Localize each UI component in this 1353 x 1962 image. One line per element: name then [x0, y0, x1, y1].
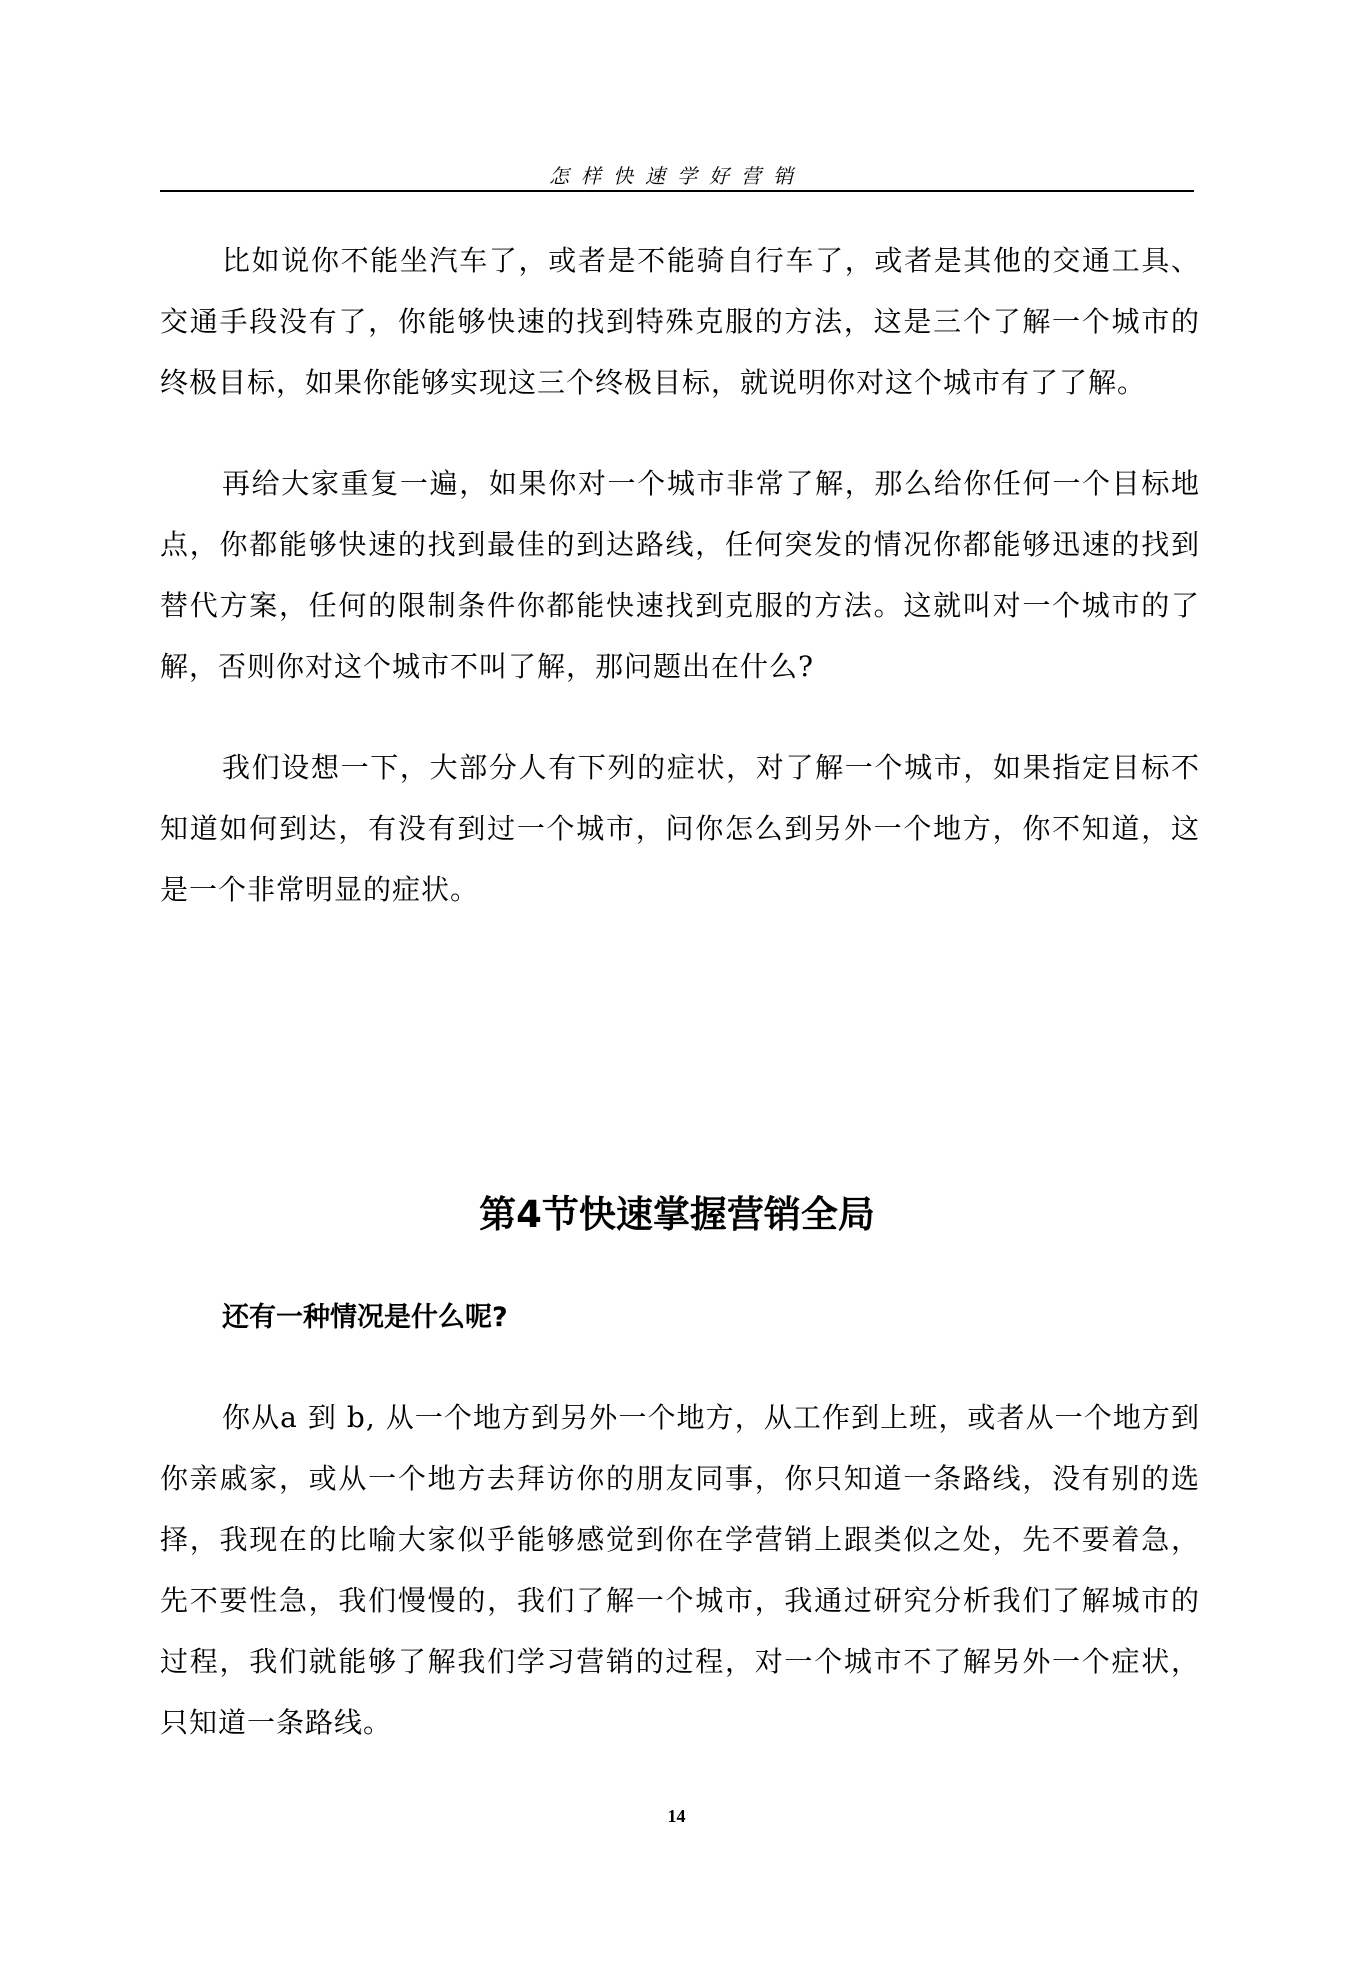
running-header: 怎样快速学好营销	[549, 164, 805, 188]
paragraph-3: 我们设想一下，大部分人有下列的症状，对了解一个城市，如果指定目标不知道如何到达，有没有到过一个城市，问你怎么到另外一个地方，你不知道，这是一个非常明显的症状。	[160, 751, 1200, 906]
header-rule	[160, 190, 1194, 192]
section-subheading: 还有一种情况是什么呢?	[222, 1302, 508, 1333]
section-title: 第4节快速掌握营销全局	[479, 1193, 875, 1236]
body-text-section	[160, 1387, 1200, 1753]
paragraph-2: 再给大家重复一遍，如果你对一个城市非常了解，那么给你任何一个目标地点，你都能够快速的找到最佳的到达路线，任何突发的情况你都能够迅速的找到替代方案，任何的限制条件你都能快速找到克服的方法。这就叫对一个城市的了解，否则你对这个城市不叫了解，那问题出在什么?	[160, 467, 1200, 683]
paragraph-1: 比如说你不能坐汽车了，或者是不能骑自行车了，或者是其他的交通工具、交通手段没有了，你能够快速的找到特殊克服的方法，这是三个了解一个城市的终极目标，如果你能够实现这三个终极目标，就说明你对这个城市有了了解。	[160, 244, 1200, 399]
body-text-top	[160, 230, 1200, 920]
page-number: 14	[667, 1806, 686, 1826]
paragraph-4: 你从a 到 b, 从一个地方到另外一个地方，从工作到上班，或者从一个地方到你亲戚家，或从一个地方去拜访你的朋友同事，你只知道一条路线，没有别的选择，我现在的比喻大家似乎能够感觉到你在学营销上跟类似之处，先不要着急，先不要性急，我们慢慢的，我们了解一个城市，我通过研究分析我们了解城市的过程，我们就能够了解我们学习营销的过程，对一个城市不了解另外一个症状，只知道一条路线。	[160, 1401, 1200, 1739]
